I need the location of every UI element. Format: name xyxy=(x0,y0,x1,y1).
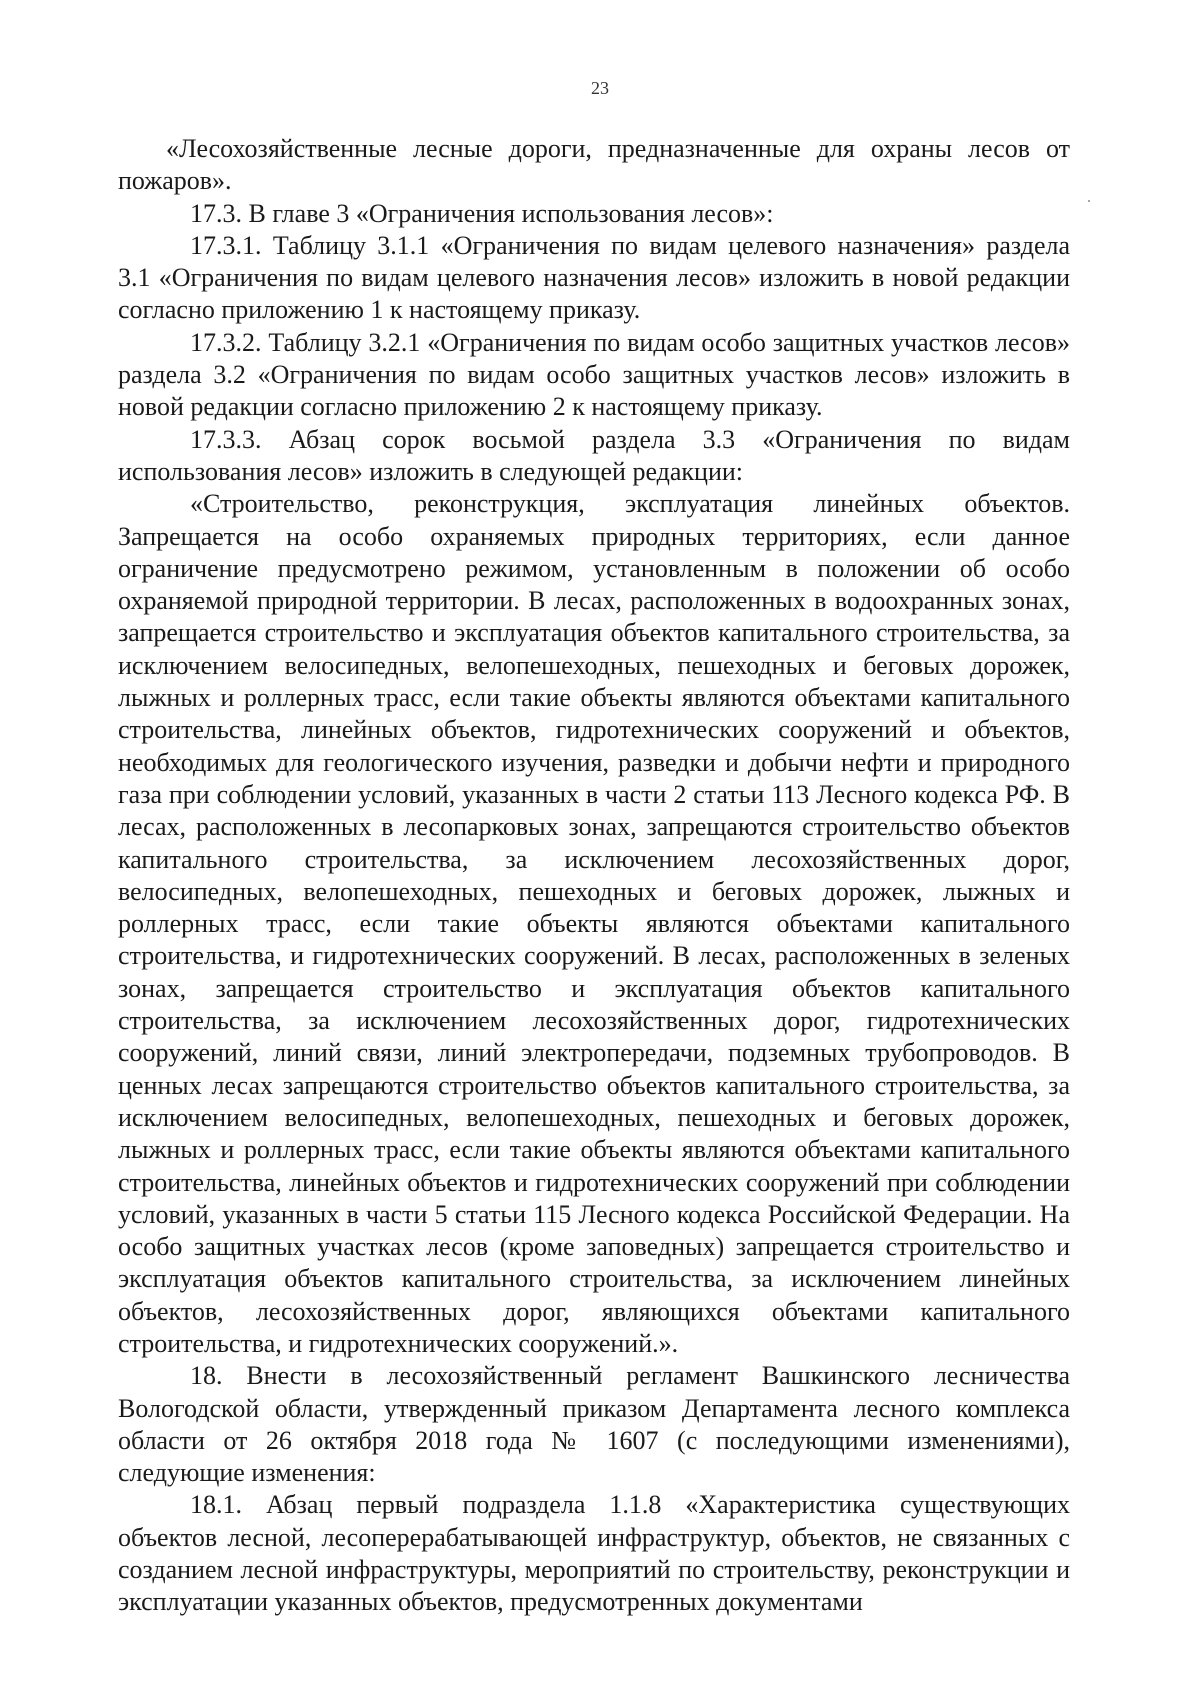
paragraph-17-3-2: 17.3.2. Таблицу 3.2.1 «Ограничения по видам особо защитных участков лесов» раздела 3.2 «Ограничения по видам особо защитных участков лесов» изложить в новой редакции согласно приложению 2 к настоящему приказу. xyxy=(118,327,1070,422)
paragraph-quote-forest-roads: «Лесохозяйственные лесные дороги, предназначенные для охраны лесов от пожаров». xyxy=(118,134,1070,196)
paragraph-17-3-1: 17.3.1. Таблицу 3.1.1 «Ограничения по видам целевого назначения» раздела 3.1 «Ограничения по видам целевого назначения лесов» изложить в новой редакции согласно приложению 1 к настоящему приказу. xyxy=(118,230,1070,325)
paragraph-18: 18. Внести в лесохозяйственный регламент Вашкинского лесничества Вологодской области, утвержденный приказом Департамента лесного комплекса области от 26 октября 2018 года № 1607 (с последующими изменениями), следующие изменения: xyxy=(118,1361,1070,1488)
paragraph-18-1: 18.1. Абзац первый подраздела 1.1.8 «Характеристика существующих объектов лесной, лесоперерабатывающей инфраструктур, объектов, не связанных с созданием лесной инфраструктуры, мероприятий по строительству, реконструкции и эксплуатации указанных объектов, предусмотренных документами xyxy=(118,1490,1070,1617)
scan-speck xyxy=(1088,200,1090,202)
page-number: 23 xyxy=(591,78,609,98)
paragraph-construction-restrictions: «Строительство, реконструкция, эксплуатация линейных объектов. Запрещается на особо охраняемых природных территориях, если данное ограничение предусмотрено режимом, установленным в положении об особо охраняемой природной территории. В лесах, расположенных в водоохранных зонах, запрещается строительство и эксплуатация объектов капитального строительства, за исключением велосипедных, велопешеходных, пешеходных и беговых дорожек, лыжных и роллерных трасс, если такие объекты являются объектами капитального строительства, линейных объектов, гидротехнических сооружений и объектов, необходимых для геологического изучения, разведки и добычи нефти и природного газа при соблюдении условий, указанных в части 2 статьи 113 Лесного кодекса РФ. В лесах, расположенных в лесопарковых зонах, запрещаются строительство объектов капитального строительства, за исключением лесохозяйственных дорог, велосипедных, велопешеходных, пешеходных и беговых дорожек, лыжных и роллерных трасс, если такие объекты являются объектами капитального строительства, и гидротехнических сооружений. В лесах, расположенных в зеленых зонах, запрещается строительство и эксплуатация объектов капитального строительства, за исключением лесохозяйственных дорог, гидротехнических сооружений, линий связи, линий электропередачи, подземных трубопроводов. В ценных лесах запрещаются строительство объектов капитального строительства, за исключением велосипедных, велопешеходных, пешеходных и беговых дорожек, лыжных и роллерных трасс, если такие объекты являются объектами капитального строительства, линейных объектов и гидротехнических сооружений при соблюдении условий, указанных в части 5 статьи 115 Лесного кодекса Российской Федерации. На особо защитных участках лесов (кроме заповедных) запрещается строительство и эксплуатация объектов капитального строительства, за исключением линейных объектов, лесохозяйственных дорог, являющихся объектами капитального строительства, и гидротехнических сооружений.». xyxy=(118,489,1070,1358)
paragraph-17-3-3: 17.3.3. Абзац сорок восьмой раздела 3.3 «Ограничения по видам использования лесов» изложить в следующей редакции: xyxy=(118,424,1070,486)
document-body xyxy=(118,133,1070,1619)
paragraph-17-3: 17.3. В главе 3 «Ограничения использования лесов»: xyxy=(190,198,774,228)
